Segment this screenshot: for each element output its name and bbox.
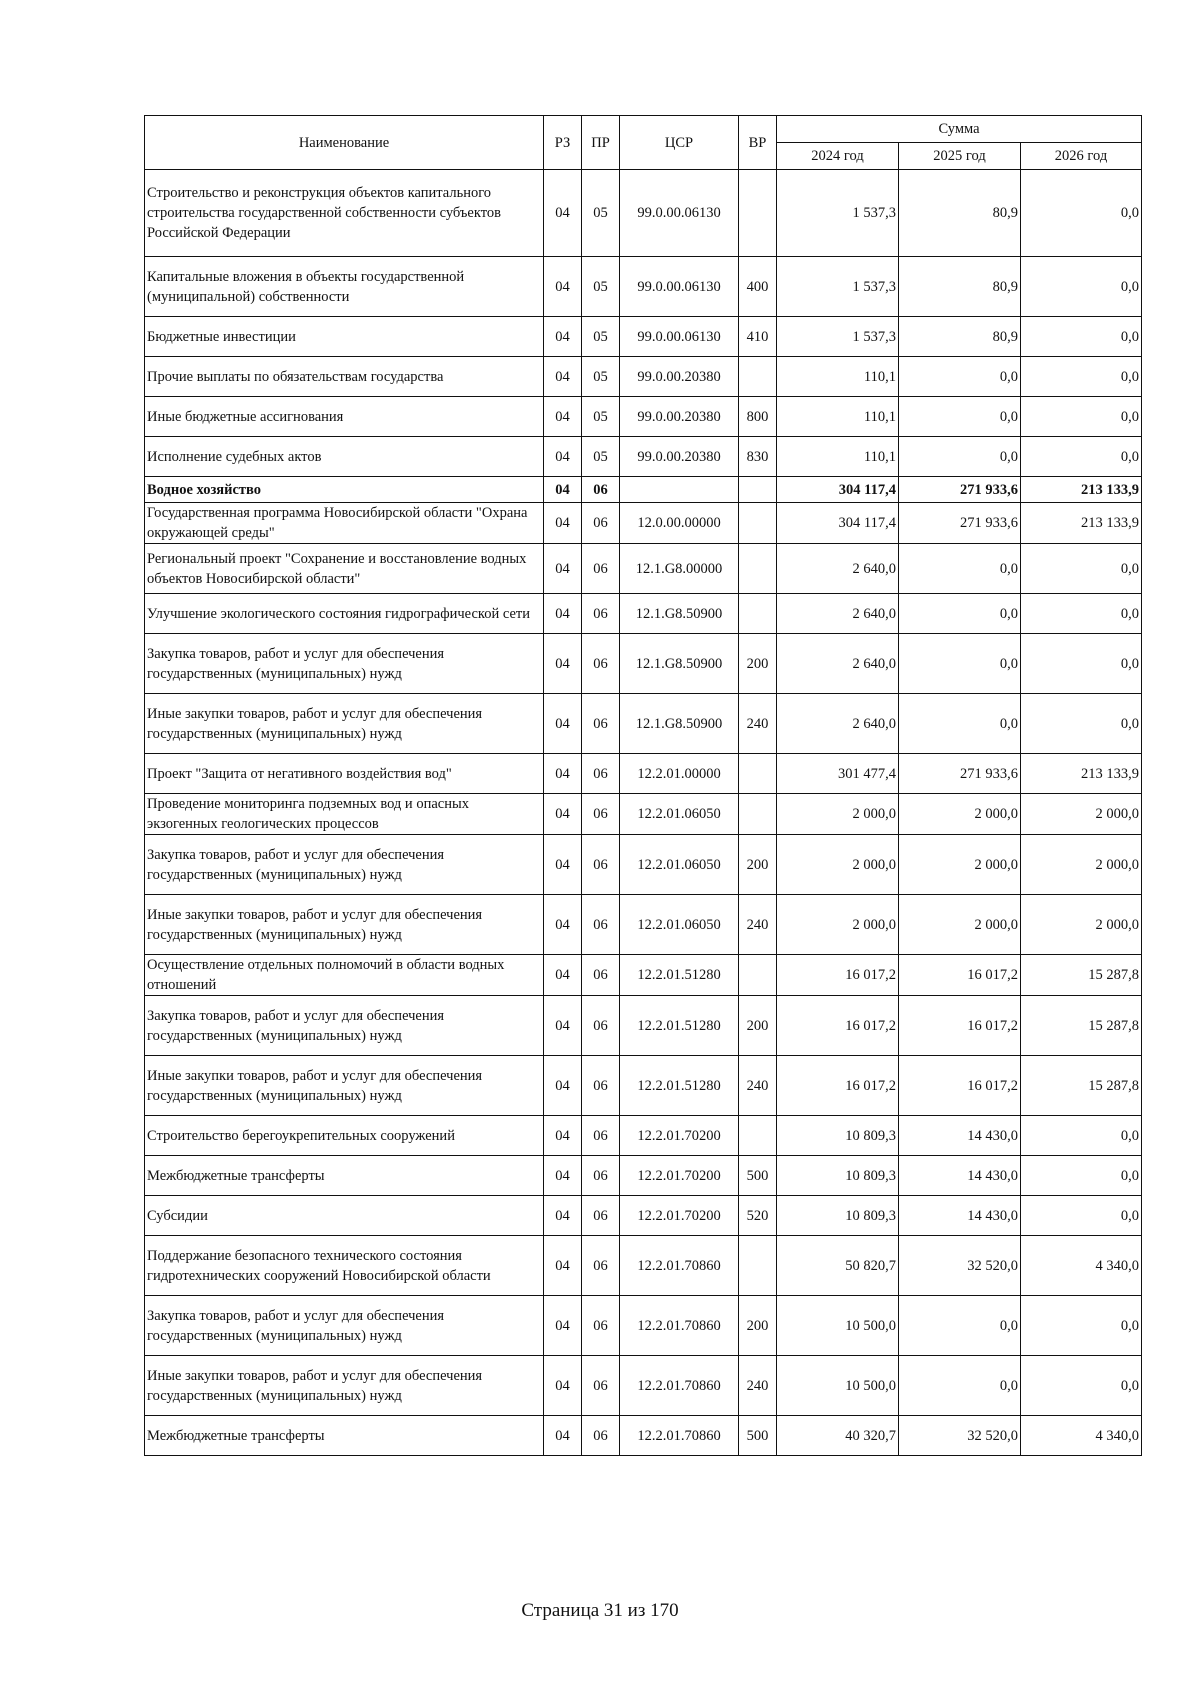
row-pr: 06: [582, 895, 620, 955]
row-name: Исполнение судебных актов: [145, 437, 544, 477]
row-value-2026: 213 133,9: [1021, 754, 1142, 794]
row-value-2026: 213 133,9: [1021, 477, 1142, 503]
row-pr: 06: [582, 594, 620, 634]
row-name: Строительство берегоукрепительных сооружений: [145, 1116, 544, 1156]
row-value-2024: 10 500,0: [777, 1356, 899, 1416]
row-csr: 12.2.01.06050: [620, 895, 739, 955]
row-rz: 04: [544, 754, 582, 794]
row-rz: 04: [544, 170, 582, 257]
row-value-2024: 10 809,3: [777, 1196, 899, 1236]
row-rz: 04: [544, 1056, 582, 1116]
row-value-2025: 32 520,0: [899, 1416, 1021, 1456]
row-csr: 12.2.01.51280: [620, 955, 739, 996]
row-pr: 06: [582, 1056, 620, 1116]
row-value-2024: 1 537,3: [777, 257, 899, 317]
row-value-2024: 10 500,0: [777, 1296, 899, 1356]
row-value-2025: 80,9: [899, 170, 1021, 257]
row-value-2026: 213 133,9: [1021, 503, 1142, 544]
table-header: [145, 116, 1142, 170]
row-csr: 12.1.G8.00000: [620, 544, 739, 594]
row-rz: 04: [544, 955, 582, 996]
header-vr: ВР: [739, 116, 777, 170]
row-csr: 12.1.G8.50900: [620, 634, 739, 694]
row-vr: [739, 544, 777, 594]
row-pr: 05: [582, 257, 620, 317]
row-value-2025: 0,0: [899, 634, 1021, 694]
row-pr: 06: [582, 1156, 620, 1196]
row-value-2024: 10 809,3: [777, 1156, 899, 1196]
row-name: Поддержание безопасного технического состояния гидротехнических сооружений Новосибирской области: [145, 1236, 544, 1296]
table-row: [145, 317, 1142, 357]
row-value-2025: 0,0: [899, 1356, 1021, 1416]
row-value-2024: 50 820,7: [777, 1236, 899, 1296]
table-row: [145, 1156, 1142, 1196]
row-name: Закупка товаров, работ и услуг для обеспечения государственных (муниципальных) нужд: [145, 634, 544, 694]
row-value-2026: 15 287,8: [1021, 1056, 1142, 1116]
row-vr: 830: [739, 437, 777, 477]
row-value-2024: 2 640,0: [777, 544, 899, 594]
row-value-2026: 0,0: [1021, 397, 1142, 437]
row-vr: [739, 955, 777, 996]
table-row: [145, 397, 1142, 437]
row-value-2024: 16 017,2: [777, 955, 899, 996]
row-name: Субсидии: [145, 1196, 544, 1236]
row-vr: 200: [739, 634, 777, 694]
row-rz: 04: [544, 1236, 582, 1296]
row-pr: 06: [582, 1416, 620, 1456]
row-vr: [739, 594, 777, 634]
row-csr: [620, 477, 739, 503]
row-value-2025: 14 430,0: [899, 1156, 1021, 1196]
row-name: Проведение мониторинга подземных вод и опасных экзогенных геологических процессов: [145, 794, 544, 835]
row-value-2025: 14 430,0: [899, 1196, 1021, 1236]
row-csr: 12.2.01.00000: [620, 754, 739, 794]
row-vr: 200: [739, 835, 777, 895]
row-pr: 06: [582, 835, 620, 895]
row-rz: 04: [544, 544, 582, 594]
row-value-2026: 0,0: [1021, 1356, 1142, 1416]
row-value-2026: 0,0: [1021, 594, 1142, 634]
row-value-2026: 0,0: [1021, 1196, 1142, 1236]
row-value-2026: 0,0: [1021, 257, 1142, 317]
row-csr: 12.2.01.70860: [620, 1356, 739, 1416]
row-pr: 06: [582, 996, 620, 1056]
row-value-2026: 2 000,0: [1021, 794, 1142, 835]
row-name: Иные закупки товаров, работ и услуг для обеспечения государственных (муниципальных) нужд: [145, 1356, 544, 1416]
row-name: Осуществление отдельных полномочий в области водных отношений: [145, 955, 544, 996]
row-vr: [739, 754, 777, 794]
row-rz: 04: [544, 794, 582, 835]
row-value-2026: 0,0: [1021, 1116, 1142, 1156]
row-value-2024: 2 000,0: [777, 835, 899, 895]
row-vr: [739, 477, 777, 503]
row-vr: 400: [739, 257, 777, 317]
row-rz: 04: [544, 1356, 582, 1416]
row-vr: 410: [739, 317, 777, 357]
row-vr: 200: [739, 996, 777, 1056]
row-vr: [739, 357, 777, 397]
row-csr: 99.0.00.06130: [620, 170, 739, 257]
row-value-2024: 2 640,0: [777, 694, 899, 754]
table-row: [145, 170, 1142, 257]
row-csr: 99.0.00.20380: [620, 357, 739, 397]
table-row: [145, 955, 1142, 996]
row-value-2025: 0,0: [899, 437, 1021, 477]
table-row: [145, 1356, 1142, 1416]
row-value-2024: 110,1: [777, 357, 899, 397]
row-csr: 12.2.01.70200: [620, 1156, 739, 1196]
row-vr: [739, 503, 777, 544]
row-pr: 06: [582, 1116, 620, 1156]
row-value-2026: 15 287,8: [1021, 955, 1142, 996]
row-rz: 04: [544, 996, 582, 1056]
table-row: [145, 754, 1142, 794]
row-name: Иные бюджетные ассигнования: [145, 397, 544, 437]
row-value-2024: 16 017,2: [777, 996, 899, 1056]
row-csr: 12.1.G8.50900: [620, 594, 739, 634]
row-pr: 06: [582, 694, 620, 754]
row-value-2025: 0,0: [899, 594, 1021, 634]
row-value-2025: 271 933,6: [899, 754, 1021, 794]
row-value-2025: 271 933,6: [899, 503, 1021, 544]
row-rz: 04: [544, 1196, 582, 1236]
row-pr: 06: [582, 1296, 620, 1356]
row-vr: 240: [739, 694, 777, 754]
row-pr: 06: [582, 794, 620, 835]
row-name: Улучшение экологического состояния гидрографической сети: [145, 594, 544, 634]
row-value-2026: 0,0: [1021, 317, 1142, 357]
row-vr: [739, 1236, 777, 1296]
row-value-2024: 304 117,4: [777, 503, 899, 544]
row-value-2024: 10 809,3: [777, 1116, 899, 1156]
row-rz: 04: [544, 1116, 582, 1156]
row-csr: 12.2.01.70860: [620, 1296, 739, 1356]
table-row: [145, 1056, 1142, 1116]
row-vr: 240: [739, 1056, 777, 1116]
table-row: [145, 544, 1142, 594]
row-csr: 99.0.00.20380: [620, 397, 739, 437]
row-value-2025: 80,9: [899, 317, 1021, 357]
row-value-2024: 2 640,0: [777, 634, 899, 694]
row-value-2024: 2 000,0: [777, 895, 899, 955]
row-value-2026: 0,0: [1021, 437, 1142, 477]
row-name: Межбюджетные трансферты: [145, 1156, 544, 1196]
row-value-2025: 0,0: [899, 544, 1021, 594]
table-row: [145, 835, 1142, 895]
row-rz: 04: [544, 1416, 582, 1456]
row-value-2025: 2 000,0: [899, 835, 1021, 895]
row-name: Строительство и реконструкция объектов капитального строительства государственной собственности субъектов Российской Федерации: [145, 170, 544, 257]
table-row: [145, 634, 1142, 694]
row-value-2024: 16 017,2: [777, 1056, 899, 1116]
row-pr: 05: [582, 317, 620, 357]
row-value-2026: 0,0: [1021, 170, 1142, 257]
table-row: [145, 503, 1142, 544]
row-name: Иные закупки товаров, работ и услуг для обеспечения государственных (муниципальных) нужд: [145, 694, 544, 754]
header-2025: 2025 год: [899, 143, 1021, 170]
row-value-2026: 0,0: [1021, 357, 1142, 397]
table-row: [145, 1196, 1142, 1236]
row-value-2025: 0,0: [899, 397, 1021, 437]
table-body: [145, 170, 1142, 1456]
row-rz: 04: [544, 257, 582, 317]
row-csr: 99.0.00.20380: [620, 437, 739, 477]
row-pr: 06: [582, 544, 620, 594]
header-2024: 2024 год: [777, 143, 899, 170]
row-value-2025: 32 520,0: [899, 1236, 1021, 1296]
row-pr: 06: [582, 477, 620, 503]
row-name: Капитальные вложения в объекты государственной (муниципальной) собственности: [145, 257, 544, 317]
row-value-2024: 1 537,3: [777, 170, 899, 257]
row-vr: 500: [739, 1156, 777, 1196]
row-rz: 04: [544, 594, 582, 634]
row-name: Проект "Защита от негативного воздействия вод": [145, 754, 544, 794]
row-value-2026: 2 000,0: [1021, 835, 1142, 895]
row-value-2024: 110,1: [777, 437, 899, 477]
row-name: Закупка товаров, работ и услуг для обеспечения государственных (муниципальных) нужд: [145, 835, 544, 895]
row-value-2026: 2 000,0: [1021, 895, 1142, 955]
header-csr: ЦСР: [620, 116, 739, 170]
row-pr: 06: [582, 955, 620, 996]
row-rz: 04: [544, 835, 582, 895]
table-row: [145, 257, 1142, 317]
header-rz: РЗ: [544, 116, 582, 170]
row-rz: 04: [544, 437, 582, 477]
row-csr: 12.2.01.70860: [620, 1236, 739, 1296]
row-value-2024: 2 000,0: [777, 794, 899, 835]
row-vr: 240: [739, 1356, 777, 1416]
row-name: Иные закупки товаров, работ и услуг для обеспечения государственных (муниципальных) нужд: [145, 895, 544, 955]
row-name: Иные закупки товаров, работ и услуг для обеспечения государственных (муниципальных) нужд: [145, 1056, 544, 1116]
row-csr: 12.2.01.70200: [620, 1116, 739, 1156]
row-csr: 12.1.G8.50900: [620, 694, 739, 754]
row-csr: 12.0.00.00000: [620, 503, 739, 544]
row-rz: 04: [544, 1296, 582, 1356]
row-csr: 99.0.00.06130: [620, 317, 739, 357]
row-vr: [739, 1116, 777, 1156]
table-row: [145, 1236, 1142, 1296]
row-pr: 06: [582, 634, 620, 694]
row-value-2025: 271 933,6: [899, 477, 1021, 503]
row-value-2026: 0,0: [1021, 544, 1142, 594]
row-value-2024: 110,1: [777, 397, 899, 437]
row-csr: 12.2.01.06050: [620, 794, 739, 835]
table-row: [145, 357, 1142, 397]
row-value-2026: 15 287,8: [1021, 996, 1142, 1056]
row-pr: 06: [582, 1236, 620, 1296]
row-vr: 800: [739, 397, 777, 437]
row-pr: 06: [582, 754, 620, 794]
row-pr: 05: [582, 170, 620, 257]
row-name: Закупка товаров, работ и услуг для обеспечения государственных (муниципальных) нужд: [145, 996, 544, 1056]
row-rz: 04: [544, 503, 582, 544]
header-pr: ПР: [582, 116, 620, 170]
row-rz: 04: [544, 634, 582, 694]
row-value-2026: 0,0: [1021, 634, 1142, 694]
row-value-2024: 2 640,0: [777, 594, 899, 634]
row-vr: [739, 794, 777, 835]
row-value-2025: 14 430,0: [899, 1116, 1021, 1156]
row-csr: 12.2.01.70200: [620, 1196, 739, 1236]
row-value-2025: 2 000,0: [899, 794, 1021, 835]
row-name: Бюджетные инвестиции: [145, 317, 544, 357]
row-value-2024: 301 477,4: [777, 754, 899, 794]
page-number: Страница 31 из 170: [521, 1600, 679, 1621]
row-name: Закупка товаров, работ и услуг для обеспечения государственных (муниципальных) нужд: [145, 1296, 544, 1356]
row-name: Государственная программа Новосибирской области "Охрана окружающей среды": [145, 503, 544, 544]
row-value-2025: 0,0: [899, 694, 1021, 754]
row-value-2026: 4 340,0: [1021, 1236, 1142, 1296]
row-rz: 04: [544, 477, 582, 503]
row-csr: 12.2.01.70860: [620, 1416, 739, 1456]
row-name: Межбюджетные трансферты: [145, 1416, 544, 1456]
row-value-2026: 0,0: [1021, 1296, 1142, 1356]
row-value-2024: 40 320,7: [777, 1416, 899, 1456]
row-value-2025: 0,0: [899, 1296, 1021, 1356]
row-pr: 06: [582, 1356, 620, 1416]
row-rz: 04: [544, 357, 582, 397]
table-row: [145, 1296, 1142, 1356]
row-name: Водное хозяйство: [145, 477, 544, 503]
row-name: Прочие выплаты по обязательствам государства: [145, 357, 544, 397]
row-vr: 500: [739, 1416, 777, 1456]
header-name: Наименование: [145, 116, 544, 170]
table-row: [145, 1416, 1142, 1456]
row-value-2025: 16 017,2: [899, 1056, 1021, 1116]
row-value-2024: 1 537,3: [777, 317, 899, 357]
row-csr: 12.2.01.51280: [620, 996, 739, 1056]
row-csr: 99.0.00.06130: [620, 257, 739, 317]
table-row: [145, 437, 1142, 477]
row-value-2025: 80,9: [899, 257, 1021, 317]
row-pr: 05: [582, 357, 620, 397]
table-row: [145, 794, 1142, 835]
row-name: Региональный проект "Сохранение и восстановление водных объектов Новосибирской области": [145, 544, 544, 594]
row-rz: 04: [544, 895, 582, 955]
table-row: [145, 694, 1142, 754]
row-value-2025: 2 000,0: [899, 895, 1021, 955]
row-csr: 12.2.01.06050: [620, 835, 739, 895]
row-value-2025: 16 017,2: [899, 996, 1021, 1056]
row-vr: [739, 170, 777, 257]
row-value-2026: 0,0: [1021, 1156, 1142, 1196]
row-value-2024: 304 117,4: [777, 477, 899, 503]
row-rz: 04: [544, 317, 582, 357]
table-row: [145, 477, 1142, 503]
row-pr: 06: [582, 1196, 620, 1236]
row-rz: 04: [544, 397, 582, 437]
row-vr: 240: [739, 895, 777, 955]
row-vr: 200: [739, 1296, 777, 1356]
row-value-2025: 0,0: [899, 357, 1021, 397]
table-row: [145, 1116, 1142, 1156]
row-rz: 04: [544, 694, 582, 754]
header-2026: 2026 год: [1021, 143, 1142, 170]
table-row: [145, 895, 1142, 955]
row-value-2026: 4 340,0: [1021, 1416, 1142, 1456]
row-value-2025: 16 017,2: [899, 955, 1021, 996]
table-row: [145, 996, 1142, 1056]
row-csr: 12.2.01.51280: [620, 1056, 739, 1116]
table-row: [145, 594, 1142, 634]
row-rz: 04: [544, 1156, 582, 1196]
row-pr: 05: [582, 437, 620, 477]
row-pr: 06: [582, 503, 620, 544]
row-value-2026: 0,0: [1021, 694, 1142, 754]
header-sum: Сумма: [777, 116, 1142, 143]
budget-table: [144, 115, 1142, 1456]
row-vr: 520: [739, 1196, 777, 1236]
row-pr: 05: [582, 397, 620, 437]
